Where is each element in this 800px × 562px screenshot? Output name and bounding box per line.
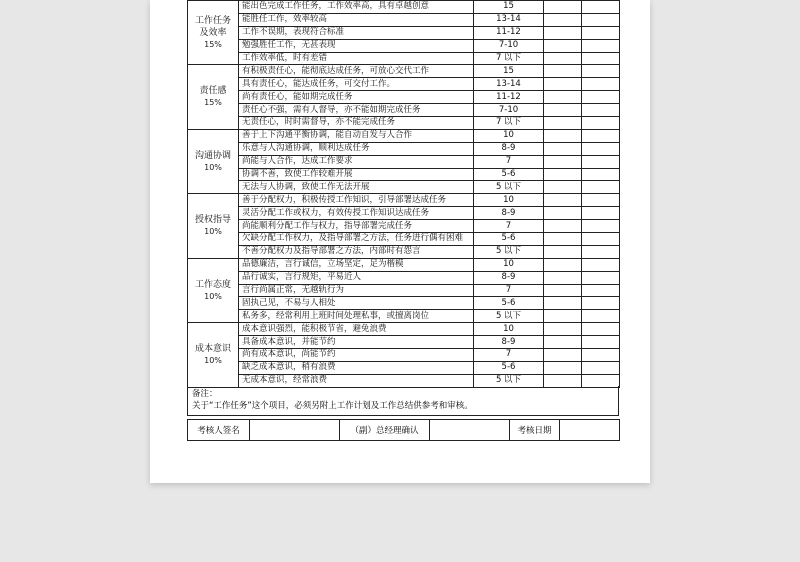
- review-score-cell[interactable]: [582, 129, 620, 142]
- criterion-text: 能出色完成工作任务，工作效率高，具有卓越创意: [239, 1, 474, 14]
- self-score-cell[interactable]: [544, 220, 582, 233]
- review-score-cell[interactable]: [582, 104, 620, 117]
- score-range: 8-9: [474, 142, 544, 155]
- table-row: [188, 194, 620, 207]
- self-score-cell[interactable]: [544, 233, 582, 246]
- criterion-text: 固执己见，不易与人相处: [239, 297, 474, 310]
- manager-confirm-label: （副）总经理确认: [340, 420, 430, 441]
- review-score-cell[interactable]: [582, 142, 620, 155]
- table-row: [188, 349, 620, 362]
- self-score-cell[interactable]: [544, 26, 582, 39]
- score-range: 8-9: [474, 207, 544, 220]
- self-score-cell[interactable]: [544, 91, 582, 104]
- score-range: 15: [474, 1, 544, 14]
- criterion-text: 能胜任工作，效率较高: [239, 13, 474, 26]
- table-row: [188, 168, 620, 181]
- table-row: [188, 233, 620, 246]
- score-range: 10: [474, 129, 544, 142]
- category-weight: 10%: [204, 162, 222, 172]
- table-row: [188, 271, 620, 284]
- self-score-cell[interactable]: [544, 194, 582, 207]
- category-name: 责任感: [199, 86, 227, 97]
- table-row: [188, 310, 620, 323]
- notes-label: 备注：: [192, 389, 218, 399]
- table-row: [188, 52, 620, 65]
- self-score-cell[interactable]: [544, 181, 582, 194]
- self-score-cell[interactable]: [544, 310, 582, 323]
- table-row: [188, 1, 620, 14]
- criterion-text: 具有责任心，能达成任务，可交付工作。: [239, 78, 474, 91]
- self-score-cell[interactable]: [544, 1, 582, 14]
- criterion-text: 具备成本意识，并能节约: [239, 336, 474, 349]
- manager-confirm-field[interactable]: [430, 420, 510, 441]
- review-score-cell[interactable]: [582, 181, 620, 194]
- criterion-text: 私务多，经常利用上班时间处理私事，或擅离岗位: [239, 310, 474, 323]
- criterion-text: 乐意与人沟通协调，顺利达成任务: [239, 142, 474, 155]
- criterion-text: 成本意识强烈，能积极节省，避免浪费: [239, 323, 474, 336]
- category-weight: 10%: [204, 355, 222, 365]
- score-range: 11-12: [474, 26, 544, 39]
- review-score-cell[interactable]: [582, 336, 620, 349]
- review-score-cell[interactable]: [582, 168, 620, 181]
- review-score-cell[interactable]: [582, 284, 620, 297]
- category-name: 成本意识: [194, 343, 231, 354]
- review-score-cell[interactable]: [582, 323, 620, 336]
- self-score-cell[interactable]: [544, 271, 582, 284]
- table-row: [188, 104, 620, 117]
- review-score-cell[interactable]: [582, 65, 620, 78]
- category-weight: 15%: [204, 98, 222, 108]
- table-row: [188, 39, 620, 52]
- table-row: [188, 65, 620, 78]
- category-name: 授权指导: [194, 215, 231, 226]
- category-cell: [188, 323, 239, 387]
- score-range: 7-10: [474, 39, 544, 52]
- criterion-text: 品德廉洁，言行诚信，立场坚定，足为楷模: [239, 258, 474, 271]
- table-row: [188, 297, 620, 310]
- score-range: 13-14: [474, 78, 544, 91]
- table-row: [188, 181, 620, 194]
- review-score-cell[interactable]: [582, 26, 620, 39]
- review-score-cell[interactable]: [582, 39, 620, 52]
- table-row: [188, 91, 620, 104]
- review-score-cell[interactable]: [582, 310, 620, 323]
- criterion-text: 不善分配权力及指导部署之方法，内部时有怨言: [239, 245, 474, 258]
- score-range: 7: [474, 284, 544, 297]
- self-score-cell[interactable]: [544, 65, 582, 78]
- review-score-cell[interactable]: [582, 194, 620, 207]
- criterion-text: 无成本意识，经常浪费: [239, 374, 474, 387]
- review-score-cell[interactable]: [582, 155, 620, 168]
- review-score-cell[interactable]: [582, 233, 620, 246]
- self-score-cell[interactable]: [544, 349, 582, 362]
- category-name: 工作态度: [194, 279, 231, 290]
- review-score-cell[interactable]: [582, 52, 620, 65]
- criterion-text: 有积极责任心，能彻底达成任务，可放心交代工作: [239, 65, 474, 78]
- score-range: 5 以下: [474, 310, 544, 323]
- self-score-cell[interactable]: [544, 155, 582, 168]
- score-range: 7-10: [474, 104, 544, 117]
- score-range: 15: [474, 65, 544, 78]
- self-score-cell[interactable]: [544, 129, 582, 142]
- reviewer-signature-label: 考核人签名: [188, 420, 250, 441]
- review-score-cell[interactable]: [582, 361, 620, 374]
- notes-text: 关于“工作任务”这个项目，必须另附上工作计划及工作总结供参考和审核。: [192, 401, 473, 411]
- review-score-cell[interactable]: [582, 297, 620, 310]
- self-score-cell[interactable]: [544, 361, 582, 374]
- table-row: [188, 220, 620, 233]
- table-row: [188, 361, 620, 374]
- table-row: [188, 155, 620, 168]
- table-row: [188, 207, 620, 220]
- self-score-cell[interactable]: [544, 13, 582, 26]
- table-row: [188, 142, 620, 155]
- self-score-cell[interactable]: [544, 284, 582, 297]
- score-range: 5-6: [474, 361, 544, 374]
- table-row: [188, 323, 620, 336]
- self-score-cell[interactable]: [544, 258, 582, 271]
- self-score-cell[interactable]: [544, 323, 582, 336]
- signature-table: [187, 419, 620, 441]
- score-range: 10: [474, 194, 544, 207]
- review-date-field[interactable]: [560, 420, 620, 441]
- evaluation-table: [187, 0, 620, 388]
- criterion-text: 尚能顺利分配工作与权力，指导部署完成任务: [239, 220, 474, 233]
- score-range: 8-9: [474, 336, 544, 349]
- score-range: 11-12: [474, 91, 544, 104]
- review-score-cell[interactable]: [582, 91, 620, 104]
- criterion-text: 欠缺分配工作权力，及指导部署之方法，任务进行偶有困难: [239, 233, 474, 246]
- score-range: 7: [474, 155, 544, 168]
- self-score-cell[interactable]: [544, 52, 582, 65]
- review-score-cell[interactable]: [582, 220, 620, 233]
- criterion-text: 善于上下沟通平衡协调，能自动自发与人合作: [239, 129, 474, 142]
- score-range: 5 以下: [474, 181, 544, 194]
- score-range: 5-6: [474, 233, 544, 246]
- review-score-cell[interactable]: [582, 207, 620, 220]
- score-range: 7: [474, 349, 544, 362]
- self-score-cell[interactable]: [544, 168, 582, 181]
- score-range: 8-9: [474, 271, 544, 284]
- score-range: 7 以下: [474, 52, 544, 65]
- self-score-cell[interactable]: [544, 336, 582, 349]
- review-score-cell[interactable]: [582, 13, 620, 26]
- notes-box: [187, 386, 619, 416]
- criterion-text: 灵活分配工作或权力，有效传授工作知识达成任务: [239, 207, 474, 220]
- review-score-cell[interactable]: [582, 117, 620, 130]
- category-cell: [188, 129, 239, 193]
- criterion-text: 无责任心，时时需督导，亦不能完成任务: [239, 117, 474, 130]
- criterion-text: 言行尚属正常，无越轨行为: [239, 284, 474, 297]
- criterion-text: 尚有成本意识，尚能节约: [239, 349, 474, 362]
- score-range: 10: [474, 323, 544, 336]
- score-range: 5-6: [474, 297, 544, 310]
- table-row: [188, 129, 620, 142]
- category-weight: 10%: [204, 227, 222, 237]
- criterion-text: 勉强胜任工作，无甚表现: [239, 39, 474, 52]
- criterion-text: 缺乏成本意识，稍有浪费: [239, 361, 474, 374]
- evaluation-sheet: [150, 0, 650, 483]
- self-score-cell[interactable]: [544, 39, 582, 52]
- table-row: [188, 78, 620, 91]
- score-range: 13-14: [474, 13, 544, 26]
- reviewer-signature-field[interactable]: [250, 420, 340, 441]
- self-score-cell[interactable]: [544, 245, 582, 258]
- self-score-cell[interactable]: [544, 78, 582, 91]
- category-weight: 10%: [204, 291, 222, 301]
- review-score-cell[interactable]: [582, 349, 620, 362]
- score-range: 5-6: [474, 168, 544, 181]
- criterion-text: 尚有责任心，能如期完成任务: [239, 91, 474, 104]
- review-score-cell[interactable]: [582, 78, 620, 91]
- table-row: [188, 336, 620, 349]
- criterion-text: 品行诚实，言行规矩，平易近人: [239, 271, 474, 284]
- criterion-text: 善于分配权力，积极传授工作知识，引导部署达成任务: [239, 194, 474, 207]
- self-score-cell[interactable]: [544, 104, 582, 117]
- criterion-text: 协调不善，致使工作较难开展: [239, 168, 474, 181]
- criterion-text: 无法与人协调，致使工作无法开展: [239, 181, 474, 194]
- category-cell: [188, 258, 239, 322]
- score-range: 5 以下: [474, 374, 544, 387]
- criterion-text: 工作效率低，时有差错: [239, 52, 474, 65]
- criterion-text: 尚能与人合作，达成工作要求: [239, 155, 474, 168]
- category-name: 工作任务及效率: [194, 15, 231, 38]
- category-weight: 15%: [204, 39, 222, 49]
- table-row: [188, 258, 620, 271]
- self-score-cell[interactable]: [544, 207, 582, 220]
- score-range: 7: [474, 220, 544, 233]
- category-name: 沟通协调: [194, 150, 231, 161]
- self-score-cell[interactable]: [544, 117, 582, 130]
- category-cell: [188, 65, 239, 129]
- review-score-cell[interactable]: [582, 245, 620, 258]
- category-cell: [188, 194, 239, 258]
- table-row: [188, 284, 620, 297]
- score-range: 10: [474, 258, 544, 271]
- score-range: 7 以下: [474, 117, 544, 130]
- score-range: 5 以下: [474, 245, 544, 258]
- table-row: [188, 245, 620, 258]
- review-score-cell[interactable]: [582, 258, 620, 271]
- self-score-cell[interactable]: [544, 297, 582, 310]
- review-score-cell[interactable]: [582, 271, 620, 284]
- table-row: [188, 26, 620, 39]
- table-row: [188, 117, 620, 130]
- criterion-text: 工作不误期，表现符合标准: [239, 26, 474, 39]
- self-score-cell[interactable]: [544, 142, 582, 155]
- review-date-label: 考核日期: [510, 420, 560, 441]
- criterion-text: 责任心不强，需有人督导，亦不能如期完成任务: [239, 104, 474, 117]
- review-score-cell[interactable]: [582, 1, 620, 14]
- category-cell: [188, 1, 239, 65]
- table-row: [188, 13, 620, 26]
